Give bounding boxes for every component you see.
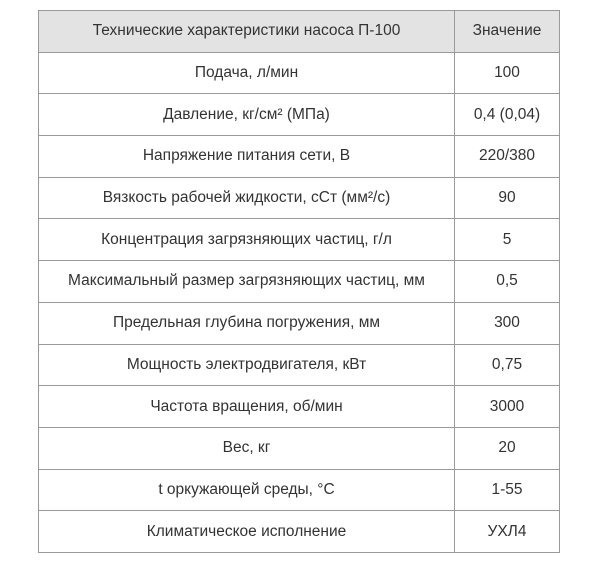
parameter-cell: Напряжение питания сети, В [39,136,455,178]
parameter-cell: Вязкость рабочей жидкости, сСт (мм²/с) [39,177,455,219]
value-cell: 90 [455,177,560,219]
table-row [39,386,560,428]
column-header-parameter: Технические характеристики насоса П-100 [39,11,455,53]
parameter-cell: Подача, л/мин [39,52,455,94]
parameter-cell: Максимальный размер загрязняющих частиц, мм [39,261,455,303]
parameter-cell: t оркужающей среды, °С [39,469,455,511]
table-row [39,52,560,94]
value-cell: 1-55 [455,469,560,511]
value-cell: 300 [455,302,560,344]
parameter-cell: Частота вращения, об/мин [39,386,455,428]
parameter-cell: Давление, кг/см² (МПа) [39,94,455,136]
table-row [39,261,560,303]
table-row [39,344,560,386]
value-cell: 0,4 (0,04) [455,94,560,136]
value-cell: 0,75 [455,344,560,386]
specifications-table [38,10,560,553]
parameter-cell: Мощность электродвигателя, кВт [39,344,455,386]
parameter-cell: Вес, кг [39,427,455,469]
value-cell: 0,5 [455,261,560,303]
table-row [39,469,560,511]
table-row [39,219,560,261]
parameter-cell: Климатическое исполнение [39,511,455,553]
table-header-row [39,11,560,53]
value-cell: 3000 [455,386,560,428]
table-row [39,511,560,553]
table-row [39,177,560,219]
parameter-cell: Концентрация загрязняющих частиц, г/л [39,219,455,261]
value-cell: 100 [455,52,560,94]
value-cell: УХЛ4 [455,511,560,553]
table-row [39,94,560,136]
value-cell: 20 [455,427,560,469]
parameter-cell: Предельная глубина погружения, мм [39,302,455,344]
table-row [39,136,560,178]
table-row [39,302,560,344]
value-cell: 220/380 [455,136,560,178]
table-row [39,427,560,469]
value-cell: 5 [455,219,560,261]
column-header-value: Значение [455,11,560,53]
